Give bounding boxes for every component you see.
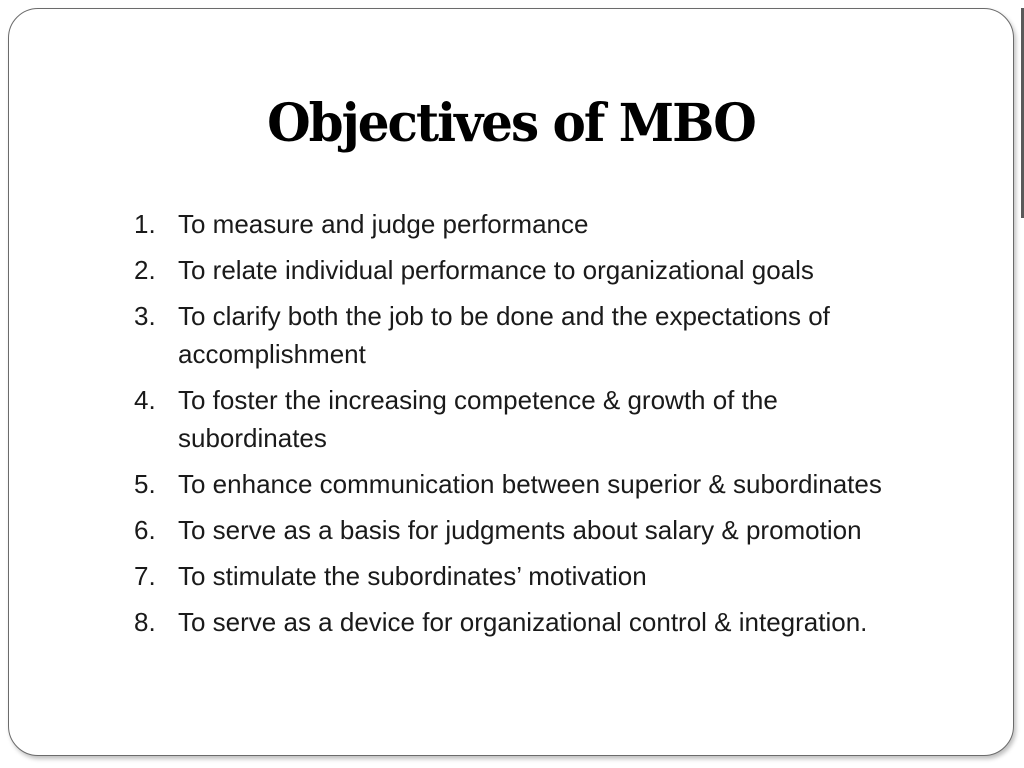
item-number: 5. (134, 469, 156, 499)
slide-title: Objectives of MBO (267, 91, 755, 154)
item-text: To serve as a device for organizational control & integration. (178, 607, 868, 637)
item-number: 2. (134, 255, 156, 285)
list-item (134, 511, 924, 549)
list-item (134, 465, 924, 503)
item-text: To clarify both the job to be done and the expectations of accomplishment (178, 301, 830, 369)
list-item (134, 205, 924, 243)
item-number: 6. (134, 515, 156, 545)
item-text: To relate individual performance to organizational goals (178, 255, 814, 285)
objectives-list (134, 205, 924, 649)
item-number: 1. (134, 209, 156, 239)
item-text: To measure and judge performance (178, 209, 589, 239)
list-item (134, 297, 924, 373)
item-text: To stimulate the subordinates’ motivation (178, 561, 647, 591)
list-item (134, 381, 924, 457)
list-item (134, 251, 924, 289)
list-item (134, 603, 924, 641)
item-text: To serve as a basis for judgments about salary & promotion (178, 515, 862, 545)
item-number: 4. (134, 385, 156, 415)
item-number: 8. (134, 607, 156, 637)
item-text: To foster the increasing competence & growth of the subordinates (178, 385, 778, 453)
item-text: To enhance communication between superior & subordinates (178, 469, 882, 499)
item-number: 3. (134, 301, 156, 331)
slide-frame (8, 8, 1014, 756)
list-item (134, 557, 924, 595)
item-number: 7. (134, 561, 156, 591)
